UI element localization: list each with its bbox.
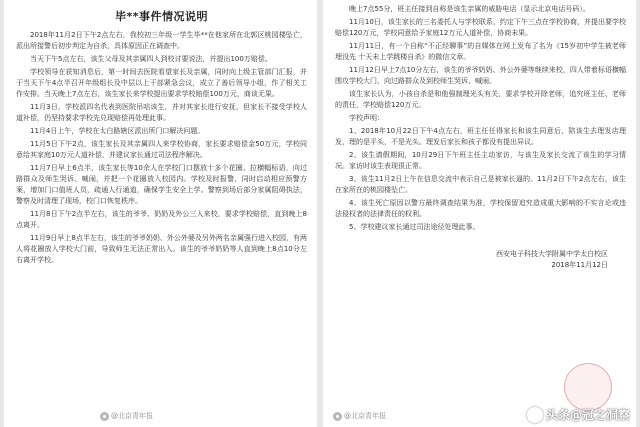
paragraph-nov8: 11月8日下午2点半左右，该生的爷爷、奶奶及外公三人来校，要求学校赔偿，直到晚上8点离开。 [16, 210, 307, 229]
paragraph-nov7: 11月7日早上6点半，该生家长等10余人在学校门口摆放十多个花圈、拉横幅标语，向过路群众及师生哭诉、喊闹，并把一个花圈放入校园内。学校及时报警，同时启动相应预警方案，增加门口值班人员，疏通人行通道，确保学生安全上学。警察到场后部分家属阻碍执法，警察及时清理了现场，校门口恢复秩序。 [16, 164, 307, 205]
document-title: 毕**事件情况说明 [114, 10, 208, 23]
signature-date: 2018年11月12日 [551, 261, 608, 269]
statement-2: 2、该生请假期间，10月29日下午班主任主动家访，与该生及家长交流了该生的学习情况。家访时该生表现很正常。 [335, 151, 626, 170]
paragraph-school-response: 学校领导在获知消息后，第一时间去医院看望家长及亲属，同时向上级主管部门汇报，并于当天下午4点半召开年级组长及中层以上干部紧急会议，成立了善后领导小组，作了相关工作安排。当天晚上7点左右，该生家长来学校提出要求学校赔偿100万元，商谈无果。 [16, 68, 307, 98]
signature-school: 西安电子科技大学附属中学太白校区 [496, 250, 608, 258]
statement-4: 4、该生死亡原因以警方最终调查结果为准，学校保留追究造成重大影响的不实言论或违法侵权者的法律责任的权利。 [335, 199, 626, 218]
statement-3: 3、该生11月2日上午在信息交流中表示自己是被家长逼的。11月2日下午2点左右，该生在家所在的桃园楼坠亡。 [335, 175, 626, 194]
logo-text: 头条@冠之洞察 [545, 408, 630, 422]
paragraph-family-claim: 该生家长认为，小孩自杀是和他强制理光头有关，要求学校开除老师，追究班主任、老师的责任，学校赔偿120万元。 [335, 90, 626, 109]
weibo-icon [100, 412, 109, 421]
signature-block [335, 249, 626, 271]
statement-1: 1、2018年10月22日下午4点左右，班主任任得家长和该生同意后，陪该生去理发店理发，理的是平头，不是光头。理发后家长和孩子都没有提出异议。 [335, 127, 626, 146]
right-paragraphs [335, 4, 626, 233]
paragraph-nov3: 11月3日，学校派四名代表到医院吊唁该生，并对其家长进行安抚，但家长不接受学校人道补偿，仍坚持要求学校先兑现赔偿再处理此事。 [16, 103, 307, 122]
official-seal-stamp [564, 363, 612, 411]
statement-heading: 学校声明： [349, 114, 384, 122]
paragraph-nov5: 11月5日下午2点，该生家长及其亲属四人来学校协商，家长要求赔偿金50万元，学校同意给其家庭10万元人道补偿，并建议家长通过司法程序解决。 [16, 140, 307, 159]
paragraph-threat-call: 晚上7点55分，班主任接到自称是该生亲属的威胁电话（显示北京电话号码）。 [349, 5, 590, 13]
paragraph-nov9: 11月9日早上8点半左右，该生的爷爷奶奶、外公外婆及另外两名亲属强行进入校园，有两人将花圈放入学校大门前，导致师生无法正常出入。该生的爷爷奶奶等人直到晚上8点10分左右离开学校。 [16, 234, 307, 264]
paragraph-nov12: 11月12日早上7点10分左右，该生的爷爷奶奶、外公外婆等继续来校，四人带着标语横幅围攻学校大门，向过路群众及到校师生哭诉、喊闹。 [335, 66, 626, 85]
left-paragraphs [16, 30, 307, 266]
watermark-left [100, 411, 153, 421]
document-page-left [4, 0, 317, 427]
paragraph-nov10: 11月10日，该生家长的三名委托人与学校联系，约定下午三点在学校协商，并提出要学校赔偿120万元，学校同意给予家庭12万元人道补偿，协商未果。 [335, 18, 626, 37]
paragraph-nov11: 11月11日，有一个自称“不正经聊事”的自媒体在网上发布了名为《15岁初中学生被老师埋没先 十天未上学跳楼自杀》的微信文章。 [335, 42, 626, 61]
document-page-right [323, 0, 636, 427]
watermark-right [333, 411, 386, 421]
toutiao-logo-icon [527, 407, 543, 423]
paragraph-nov4: 11月4日上午，学校在太白路辖区派出所门口解决问题。 [30, 127, 205, 135]
watermark-left-text: @北京青年报 [111, 412, 153, 420]
paragraph-intro: 2018年11月2日下午2点左右，我校初三年级一学生毕**在他家所在北郭区桃园楼坠亡，派出所接警后初步判定为自杀，具体原因正在调查中。 [16, 31, 307, 50]
weibo-icon [333, 412, 342, 421]
toutiao-logo-badge [527, 406, 630, 423]
statement-5: 5、学校建议家长通过司法途径处理此事。 [349, 223, 480, 231]
watermark-right-text: @北京青年报 [344, 412, 386, 420]
paragraph-family-demand: 当天下午5点左右，该生父母及其亲属四人到校讨要说法，并提出100万赔偿。 [30, 55, 272, 63]
